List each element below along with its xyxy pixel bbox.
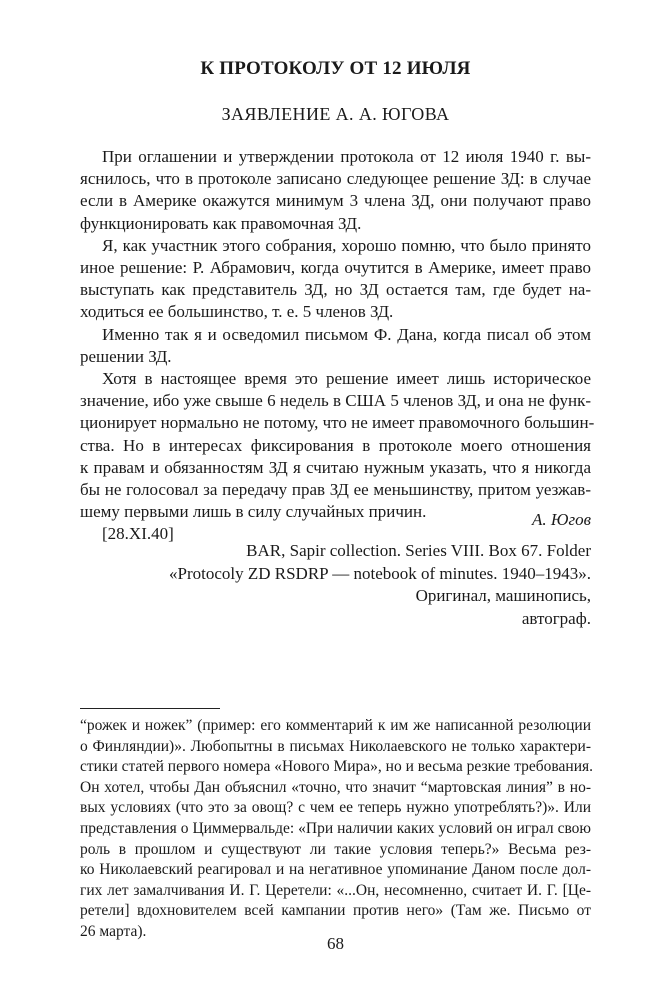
text-line: Именно так я и осведомил письмом Ф. Дана, когда писал об этом [102,324,591,344]
source-line: BAR, Sapir collection. Series VIII. Box 67. Folder [246,541,591,560]
text-line: к правам и обязанностям ЗД я считаю нужным указать, что я никогда [80,457,591,477]
signature: А. Югов [532,510,591,529]
paragraph-1 [80,146,591,235]
footnote-line: “рожек и ножек” (пример: его комментарий к им же написанной резолюции [80,717,591,734]
text-line: При оглашении и утверждении протокола от 12 июля 1940 г. вы- [102,147,591,166]
text-line: ства. Но в интересах фиксирования в протоколе моего отношения [80,435,591,455]
text-line: решении ЗД. [80,346,172,366]
footnote-line: представления о Циммервальде: «При наличии каких условий он играл свою [80,819,591,837]
footnote-line: о Финляндии)». Любопытны в письмах Николаевского не только характери- [80,737,591,755]
text-line: Я, как участник этого собрания, хорошо помню, что было принято [102,235,591,255]
text-line: функционировать как правомочная ЗД. [80,213,362,233]
paragraph-4 [80,368,595,523]
footnote [80,716,594,943]
text-line: ходиться ее большинство, т. е. 5 членов ЗД. [80,302,394,322]
text-line: Хотя в настоящее время это решение имеет лишь историческое [102,369,591,389]
text-line: яснилось, что в протоколе записано следующее решение ЗД: в случае [80,169,591,189]
source-line: «Protocoly ZD RSDRP — notebook of minutes. 1940–1943». [168,563,591,583]
footnote-line: ко Николаевский реагировал и на негативное упоминание Даном после дол- [80,861,591,879]
footnote-divider [80,708,220,709]
text-line: бы не голосовал за передачу прав ЗД ее меньшинству, притом уезжав- [80,480,591,500]
page-number: 68 [327,934,344,953]
footnote-line: 26 марта). [80,922,147,940]
footnote-line: Он хотел, чтобы Дан объяснил «точно, что значит “мартовская линия” в но- [80,778,591,796]
paragraph-3 [80,324,591,368]
document-title: ЗАЯВЛЕНИЕ А. А. ЮГОВА [221,104,450,124]
text-line: если в Америке окажутся минимум 3 члена ЗД, они получают право [80,191,591,211]
footnote-line: вых условиях (что это за овощ? с чем ее теперь нужно употреблять?)». Или [80,799,591,817]
chapter-title: К ПРОТОКОЛУ ОТ 12 ИЮЛЯ [200,58,471,79]
footnote-line: ретели] вдохновителем всей кампании против него» (Там же. Письмо от [80,902,591,920]
text-line: ционирует нормально не потому, что не имеет правомочного большин- [80,413,595,433]
paragraph-2 [80,235,591,324]
text-line: шему первыми лишь в силу случайных причин. [80,502,427,522]
footnote-line: роль в прошлом и существуют ли такие условия теперь?» Весьма рез- [80,840,591,858]
source-line: Оригинал, машинопись, [415,586,591,605]
text-line: значение, ибо уже свыше 6 недель в США 5 членов ЗД, и она не функ- [80,391,591,411]
archive-source [169,540,591,630]
footnote-line: стики статей первого номера «Нового Мира», но и весьма резкие требования. [80,758,594,776]
source-line: автограф. [521,608,591,628]
statement-body [80,146,595,546]
text-line: выступать как представитель ЗД, но ЗД остается там, где будет на- [80,280,591,300]
footnote-line: гих лет замалчивания И. Г. Церетели: «...Он, несомненно, считает И. Г. [Це- [80,881,591,899]
statement-date: [28.XI.40] [102,524,174,544]
text-line: иное решение: Р. Абрамович, когда очутится в Америке, имеет право [80,258,591,278]
